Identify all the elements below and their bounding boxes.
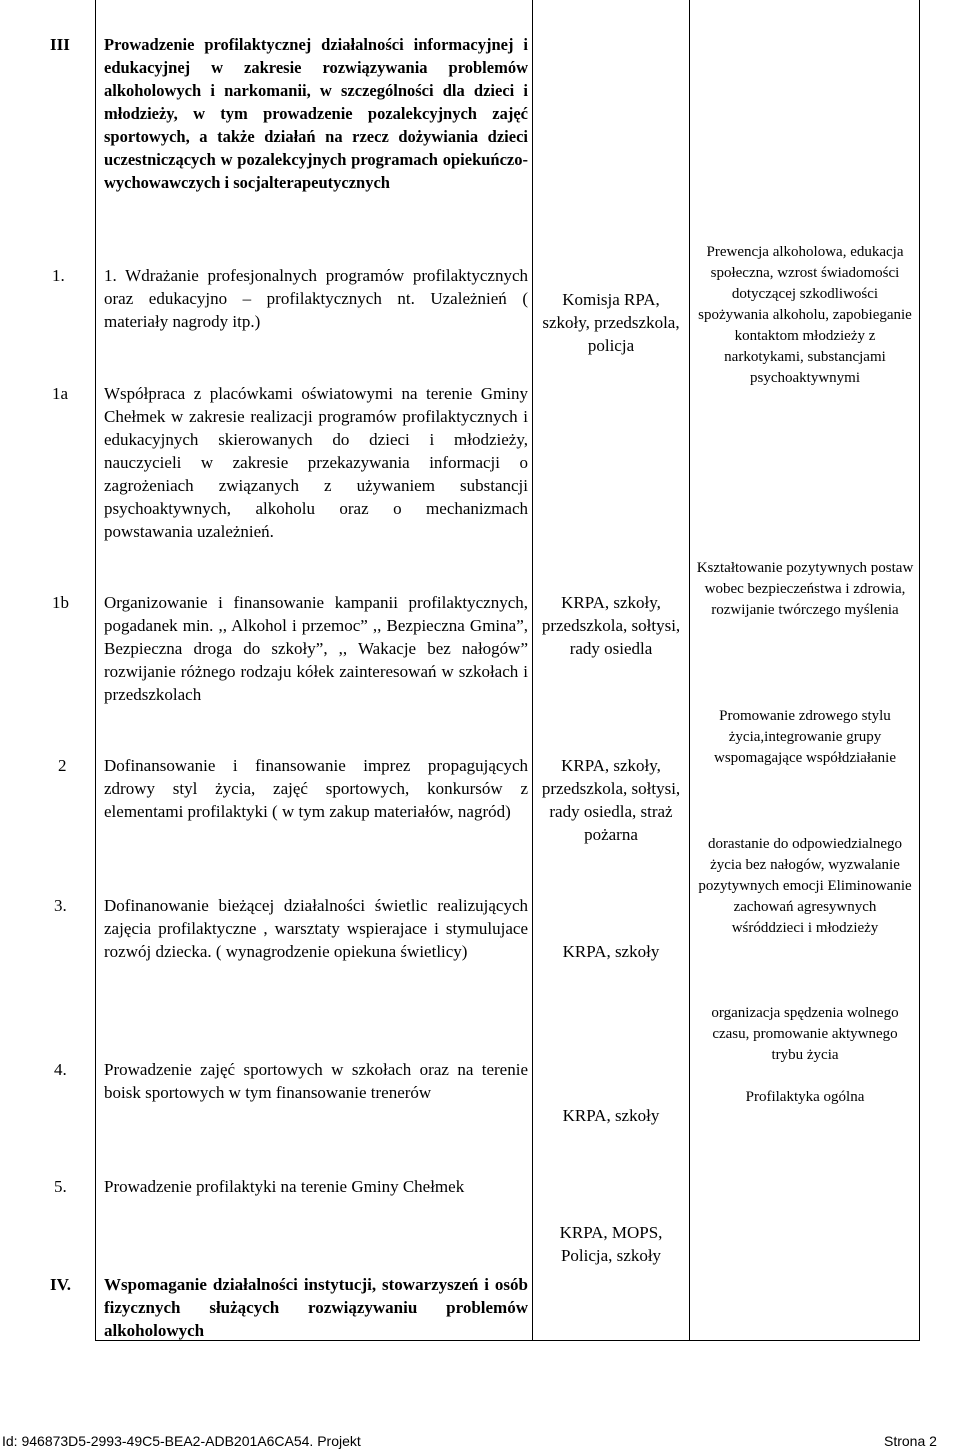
responsible-parties: Komisja RPA, szkoły, przedszkola, policja (542, 290, 680, 355)
row-number: 3. (54, 896, 67, 915)
expected-effects: organizacja spędzenia wolnego czasu, promowanie aktywnego trybu życia (711, 1005, 899, 1063)
row-description: Prowadzenie profilaktyki na terenie Gminy Chełmek (104, 1177, 465, 1196)
row-number: 1a (52, 384, 69, 403)
expected-effects: Promowanie zdrowego stylu życia,integrowanie grupy wspomagające współdziałanie (713, 708, 896, 766)
responsible-parties: KRPA, szkoły (562, 942, 660, 961)
table-border-left (95, 0, 96, 1340)
row-number: 2 (58, 756, 67, 775)
expected-effects: dorastanie do odpowiedzialnego życia bez nałogów, wyzwalanie pozytywnych emocji Eliminowanie zachowań agresywnych wśróddzieci i młodzieży (698, 836, 912, 936)
table-border-right (919, 0, 920, 1340)
table-border-mid (532, 0, 533, 1340)
responsible-parties: KRPA, MOPS, Policja, szkoły (559, 1223, 663, 1265)
responsible-parties: KRPA, szkoły, przedszkola, sołtysi, rady osiedla (541, 593, 681, 658)
table-border-right-mid (689, 0, 690, 1340)
row-description: Dofinansowanie i finansowanie imprez propagujących zdrowy styl życia, zajęć sportowych, konkursów z elementami profilaktyki ( w tym zakup materiałów, nagród) (104, 756, 528, 821)
row-number: IV. (50, 1275, 71, 1294)
row-number: III (50, 35, 70, 54)
row-description: Prowadzenie zajęć sportowych w szkołach oraz na terenie boisk sportowych w tym finansowanie trenerów (104, 1060, 528, 1102)
row-number: 1b (52, 593, 69, 612)
expected-effects-general: Profilaktyka ogólna (745, 1089, 865, 1105)
expected-effects: Kształtowanie pozytywnych postaw wobec bezpieczeństwa i zdrowia, rozwijanie twórczego myślenia (696, 560, 914, 618)
page-number: Strona 2 (884, 1433, 937, 1449)
row-description: 1. Wdrażanie profesjonalnych programów profilaktycznych oraz edukacyjno – profilaktycznych nt. Uzależnień ( materiały nagrody itp.) (104, 266, 528, 331)
row-number: 5. (54, 1177, 67, 1196)
row-description: Wspomaganie działalności instytucji, stowarzyszeń i osób fizycznych służących rozwiązywaniu problemów alkoholowych (104, 1275, 528, 1340)
document-id: Id: 946873D5-2993-49C5-BEA2-ADB201A6CA54. Projekt (2, 1433, 361, 1449)
row-description: Dofinanowanie bieżącej działalności świetlic realizujących zajęcia profilaktyczne , warsztaty wspierajace i stymulujace rozwój dziecka. ( wynagrodzenie opiekuna świetlicy) (104, 896, 528, 961)
row-description: Współpraca z placówkami oświatowymi na terenie Gminy Chełmek w zakresie realizacji programów profilaktycznych i edukacyjnych skierowanych do dzieci i młodzieży, nauczycieli w zakresie przekazywania informacji o zagrożeniach związanych z używaniem substancji psychoaktywnych, alkoholu oraz o mechanizmach powstawania uzależnień. (104, 384, 528, 541)
row-description: Prowadzenie profilaktycznej działalności informacyjnej i edukacyjnej w zakresie rozwiązywania problemów alkoholowych i narkomanii, w szczególności dla dzieci i młodzieży, w tym prowadzenie pozalekcyjnych zajęć sportowych, a także działań na rzecz dożywiania dzieci uczestniczących w pozalekcyjnych programach opiekuńczo-wychowawczych i socjalterapeutycznych (104, 35, 528, 192)
expected-effects: Prewencja alkoholowa, edukacja społeczna, wzrost świadomości dotyczącej szkodliwości spożywania alkoholu, zapobieganie kontaktom młodzieży z narkotykami, substancjami psychoaktywnymi (698, 244, 912, 386)
row-description: Organizowanie i finansowanie kampanii profilaktycznych, pogadanek min. ,, Alkohol i przemoc” ,, Bezpieczna Gmina”, Bezpieczna droga do szkoły”, ,, Wakacje bez nałogów” rozwijanie różnego rodzaju kółek zainteresowań w szkołach i przedszkolach (104, 593, 528, 704)
row-number: 1. (52, 266, 65, 285)
responsible-parties: KRPA, szkoły, przedszkola, sołtysi, rady osiedla, straż pożarna (541, 756, 681, 844)
row-number: 4. (54, 1060, 67, 1079)
responsible-parties: KRPA, szkoły (562, 1106, 660, 1125)
